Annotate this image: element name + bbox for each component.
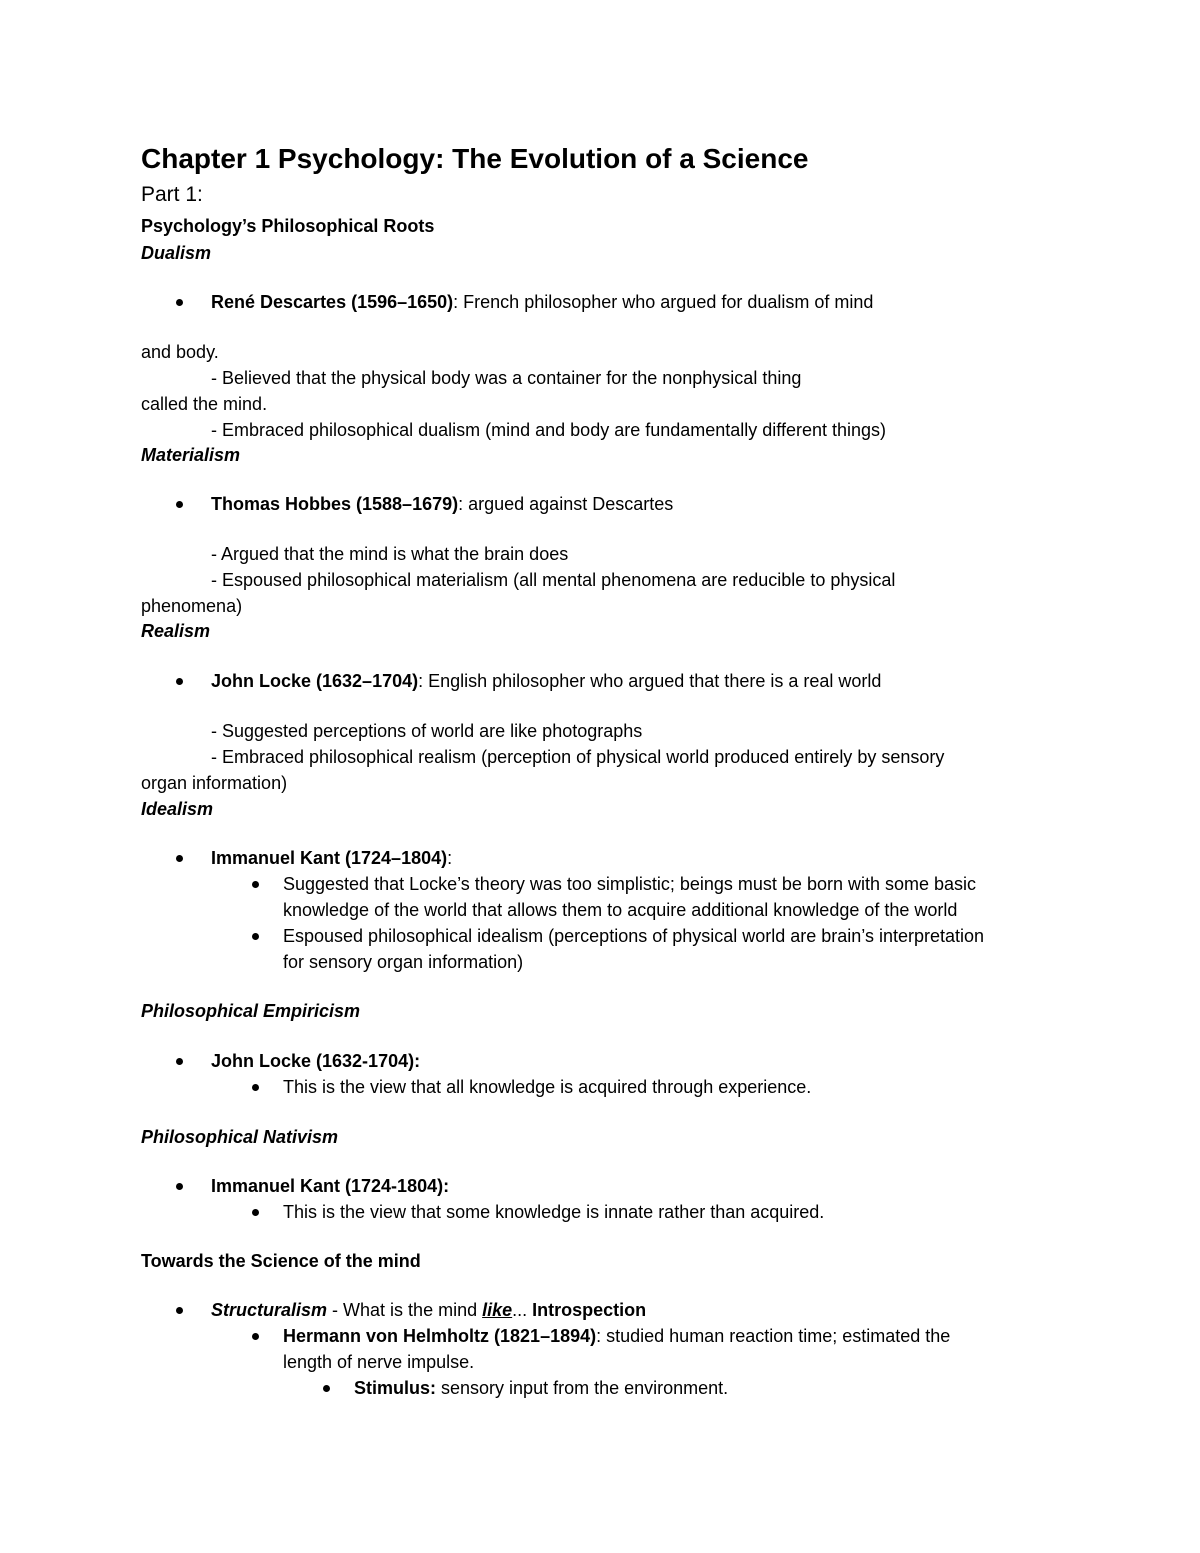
bullet-icon <box>176 1183 183 1190</box>
bullet-icon <box>323 1385 330 1392</box>
bullet-icon <box>176 501 183 508</box>
sub-sub-list-item: Stimulus: sensory input from the environment. <box>354 1378 729 1398</box>
list-item: Immanuel Kant (1724–1804): <box>211 848 453 868</box>
sub-list-item: This is the view that all knowledge is acquired through experience. <box>283 1077 812 1097</box>
text-line: called the mind. <box>141 394 268 414</box>
list-item: John Locke (1632–1704): English philosopher who argued that there is a real world <box>211 671 882 691</box>
bullet-icon <box>252 933 259 940</box>
bullet-icon <box>252 1333 259 1340</box>
list-item: Structuralism - What is the mind like... Introspection <box>211 1300 647 1320</box>
subheading-idealism: Idealism <box>141 799 214 819</box>
list-item: Immanuel Kant (1724-1804): <box>211 1176 450 1196</box>
text-line: - Argued that the mind is what the brain does <box>211 544 569 564</box>
list-item: René Descartes (1596–1650): French philosopher who argued for dualism of mind <box>211 292 874 312</box>
sub-list-item: Espoused philosophical idealism (perceptions of physical world are brain’s interpretation <box>283 926 985 946</box>
text-line: length of nerve impulse. <box>283 1352 475 1372</box>
text-line: organ information) <box>141 773 288 793</box>
sub-list-item: Hermann von Helmholtz (1821–1894): studied human reaction time; estimated the <box>283 1326 951 1346</box>
text-line: - Espoused philosophical materialism (all mental phenomena are reducible to physical <box>211 570 896 590</box>
text-line: knowledge of the world that allows them to acquire additional knowledge of the world <box>283 900 958 920</box>
bullet-icon <box>252 881 259 888</box>
bullet-icon <box>176 299 183 306</box>
text-line: - Suggested perceptions of world are like photographs <box>211 721 643 741</box>
bullet-icon <box>176 1058 183 1065</box>
list-item: Thomas Hobbes (1588–1679): argued against Descartes <box>211 494 674 514</box>
subheading-dualism: Dualism <box>141 243 212 263</box>
sub-list-item: Suggested that Locke’s theory was too simplistic; beings must be born with some basic <box>283 874 977 894</box>
text-line: - Embraced philosophical realism (perception of physical world produced entirely by sensory <box>211 747 945 767</box>
subheading-empiricism: Philosophical Empiricism <box>141 1001 361 1021</box>
subheading-materialism: Materialism <box>141 445 241 465</box>
bullet-icon <box>176 855 183 862</box>
bullet-icon <box>176 1307 183 1314</box>
text-line: - Believed that the physical body was a container for the nonphysical thing <box>211 368 802 388</box>
sub-list-item: This is the view that some knowledge is innate rather than acquired. <box>283 1202 825 1222</box>
part-heading: Part 1: <box>141 183 203 206</box>
section-heading: Psychology’s Philosophical Roots <box>141 216 435 236</box>
subheading-realism: Realism <box>141 621 211 641</box>
text-line: and body. <box>141 342 219 362</box>
text-line: for sensory organ information) <box>283 952 524 972</box>
subheading-nativism: Philosophical Nativism <box>141 1127 339 1147</box>
section-heading: Towards the Science of the mind <box>141 1251 421 1271</box>
page-title: Chapter 1 Psychology: The Evolution of a Science <box>141 143 809 174</box>
text-line: - Embraced philosophical dualism (mind and body are fundamentally different things) <box>211 420 887 440</box>
bullet-icon <box>176 678 183 685</box>
bullet-icon <box>252 1084 259 1091</box>
list-item: John Locke (1632-1704): <box>211 1051 421 1071</box>
bullet-icon <box>252 1209 259 1216</box>
text-line: phenomena) <box>141 596 243 616</box>
